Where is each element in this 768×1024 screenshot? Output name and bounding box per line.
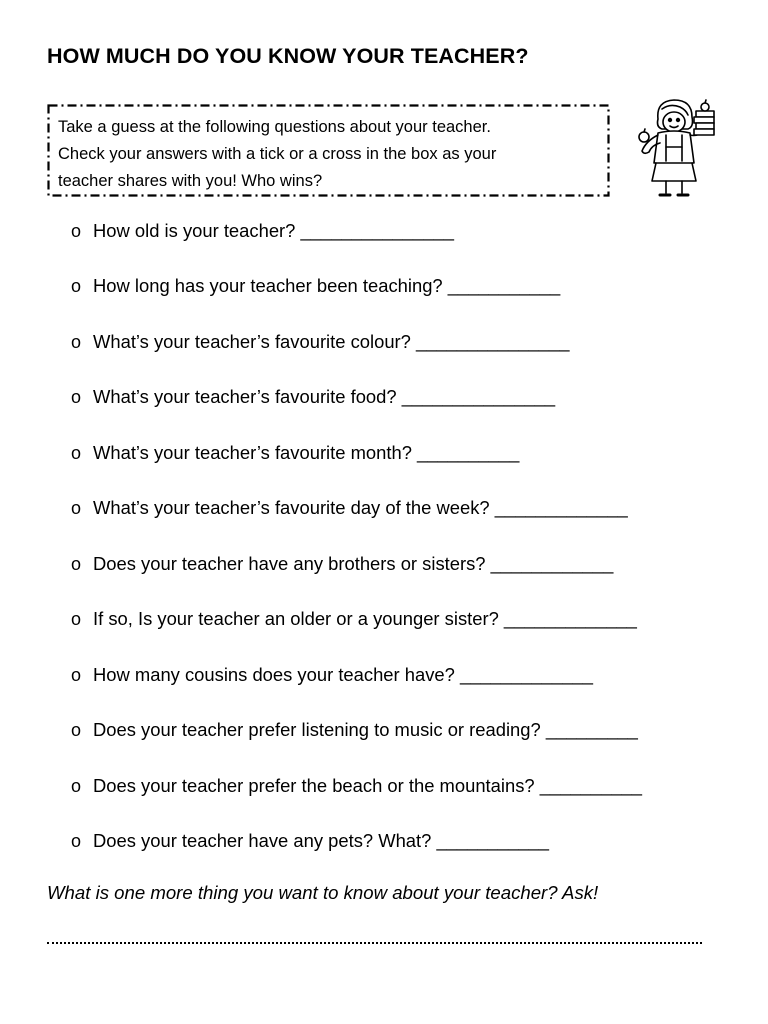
- instructions-text: [58, 114, 603, 195]
- question-item: [71, 771, 642, 801]
- bullet-marker: o: [71, 609, 82, 629]
- bullet-marker: o: [71, 554, 82, 574]
- question-item: [71, 382, 555, 412]
- instructions-line: Check your answers with a tick or a cross in the box as your: [58, 145, 497, 163]
- question-text: If so, Is your teacher an older or a younger sister? _____________: [93, 608, 637, 629]
- question-item: [71, 715, 638, 745]
- question-item: [71, 216, 454, 246]
- question-text: How many cousins does your teacher have? _____________: [93, 664, 593, 685]
- bullet-marker: o: [71, 221, 82, 241]
- final-prompt: What is one more thing you want to know about your teacher? Ask!: [47, 882, 599, 903]
- question-item: [71, 438, 519, 468]
- bullet-marker: o: [71, 332, 82, 352]
- question-text: What’s your teacher’s favourite month? __________: [93, 442, 520, 463]
- question-item: [71, 549, 613, 579]
- bullet-marker: o: [71, 276, 82, 296]
- instructions-line: Take a guess at the following questions about your teacher.: [58, 118, 491, 136]
- question-text: How old is your teacher? _______________: [93, 220, 454, 241]
- question-item: [71, 826, 549, 856]
- question-item: [71, 271, 560, 301]
- bullet-marker: o: [71, 831, 82, 851]
- bullet-marker: o: [71, 443, 82, 463]
- question-item: [71, 493, 628, 523]
- bullet-marker: o: [71, 665, 82, 685]
- instructions-line: teacher shares with you! Who wins?: [58, 172, 323, 190]
- bullet-marker: o: [71, 498, 82, 518]
- question-text: What’s your teacher’s favourite day of the week? _____________: [93, 497, 628, 518]
- question-item: [71, 604, 637, 634]
- teacher-clipart-image: [636, 97, 720, 199]
- bullet-marker: o: [71, 387, 82, 407]
- question-item: [71, 327, 569, 357]
- question-text: Does your teacher have any brothers or sisters? ____________: [93, 553, 614, 574]
- question-text: Does your teacher prefer the beach or the mountains? __________: [93, 775, 643, 796]
- question-text: What’s your teacher’s favourite food? _______________: [93, 386, 556, 407]
- answer-dotted-line: [47, 930, 702, 944]
- bullet-marker: o: [71, 720, 82, 740]
- instructions-box: [47, 104, 610, 197]
- question-text: What’s your teacher’s favourite colour? _______________: [93, 331, 570, 352]
- question-text: How long has your teacher been teaching? ___________: [93, 275, 561, 296]
- question-text: Does your teacher prefer listening to music or reading? _________: [93, 719, 638, 740]
- question-item: [71, 660, 593, 690]
- worksheet-title: HOW MUCH DO YOU KNOW YOUR TEACHER?: [47, 44, 529, 68]
- bullet-marker: o: [71, 776, 82, 796]
- question-text: Does your teacher have any pets? What? ___________: [93, 830, 549, 851]
